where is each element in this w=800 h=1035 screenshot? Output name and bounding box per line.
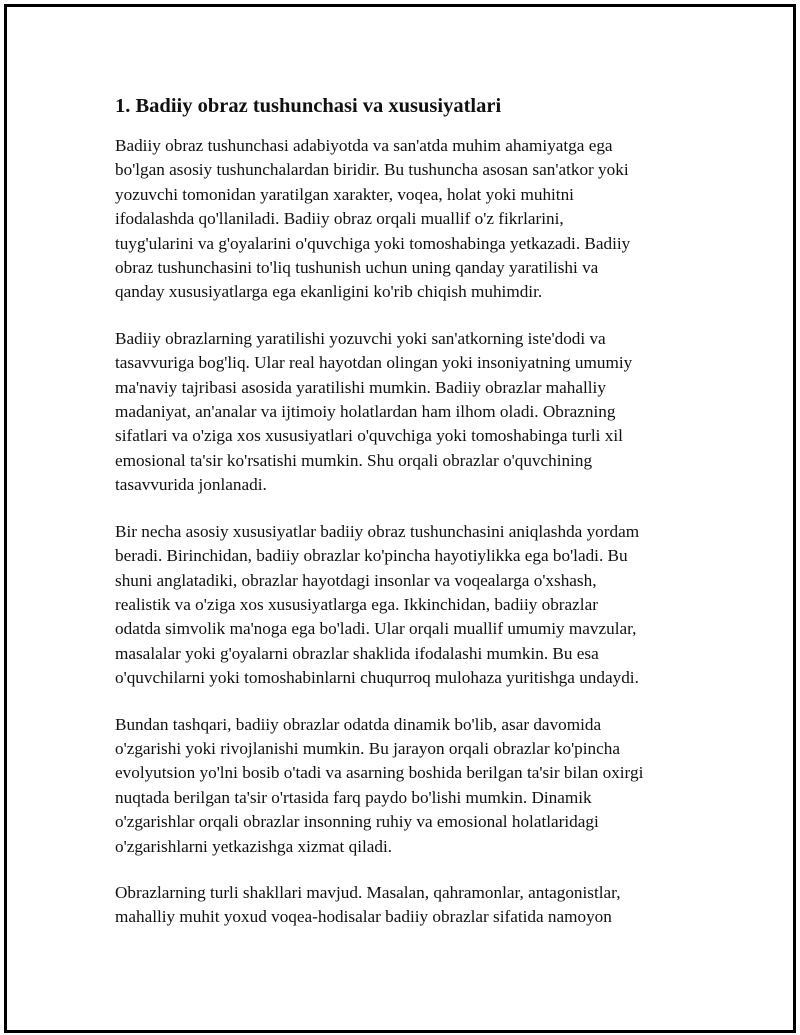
text-line: emosional ta'sir ko'rsatishi mumkin. Shu orqali obrazlar o'quvchining: [115, 450, 593, 470]
text-line: ifodalashda qo'llaniladi. Badiiy obraz orqali muallif o'z fikrlarini,: [115, 209, 564, 229]
text-line: sifatlari va o'ziga xos xususiyatlari o'quvchiga yoki tomoshabinga turli xil: [115, 426, 623, 446]
text-line: yozuvchi tomonidan yaratilgan xarakter, voqea, holat yoki muhitni: [115, 184, 574, 204]
paragraph-1: [115, 134, 695, 305]
text-line: evolyutsion yo'lni bosib o'tadi va asarning boshida berilgan ta'sir bilan oxirgi: [115, 763, 644, 783]
text-line: realistik va o'ziga xos xususiyatlarga ega. Ikkinchidan, badiiy obrazlar: [115, 594, 598, 614]
text-line: mahalliy muhit yoxud voqea-hodisalar badiiy obrazlar sifatida namoyon: [115, 907, 612, 927]
text-line: nuqtada berilgan ta'sir o'rtasida farq paydo bo'lishi mumkin. Dinamik: [115, 787, 592, 807]
text-line: Badiiy obrazlarning yaratilishi yozuvchi yoki san'atkorning iste'dodi va: [115, 328, 606, 348]
text-line: odatda simvolik ma'noga ega bo'ladi. Ular orqali muallif umumiy mavzular,: [115, 619, 637, 639]
text-line: qanday xususiyatlarga ega ekanligini ko'rib chiqish muhimdir.: [115, 282, 543, 302]
text-line: shuni anglatadiki, obrazlar hayotdagi insonlar va voqealarga o'xshash,: [115, 570, 597, 590]
text-line: bo'lgan asosiy tushunchalardan biridir. Bu tushuncha asosan san'atkor yoki: [115, 160, 629, 180]
text-line: tasavvuriga bog'liq. Ular real hayotdan olingan yoki insoniyatning umumiy: [115, 353, 633, 373]
text-line: o'zgarishi yoki rivojlanishi mumkin. Bu jarayon orqali obrazlar ko'pincha: [115, 738, 620, 758]
text-line: tuyg'ularini va g'oyalarini o'quvchiga yoki tomoshabinga yetkazadi. Badiiy: [115, 233, 631, 253]
text-line: o'zgarishlarni yetkazishga xizmat qiladi.: [115, 836, 393, 856]
paragraph-5: [115, 881, 695, 930]
document-body: [115, 92, 695, 952]
text-line: o'zgarishlar orqali obrazlar insonning ruhiy va emosional holatlaridagi: [115, 812, 599, 832]
paragraph-4: [115, 713, 695, 859]
text-line: masalalar yoki g'oyalarni obrazlar shaklida ifodalashi mumkin. Bu esa: [115, 643, 599, 663]
paragraph-2: [115, 327, 695, 498]
paragraph-3: [115, 520, 695, 691]
text-line: madaniyat, an'analar va ijtimoiy holatlardan ham ilhom oladi. Obrazning: [115, 402, 616, 422]
text-line: o'quvchilarni yoki tomoshabinlarni chuqurroq mulohaza yuritishga undaydi.: [115, 668, 639, 688]
text-line: Bundan tashqari, badiiy obrazlar odatda dinamik bo'lib, asar davomida: [115, 714, 602, 734]
text-line: beradi. Birinchidan, badiiy obrazlar ko'pincha hayotiylikka ega bo'ladi. Bu: [115, 546, 628, 566]
text-line: Badiiy obraz tushunchasi adabiyotda va san'atda muhim ahamiyatga ega: [115, 136, 613, 155]
text-line: obraz tushunchasini to'liq tushunish uchun uning qanday yaratilishi va: [115, 258, 599, 278]
text-line: ma'naviy tajribasi asosida yaratilishi mumkin. Badiiy obrazlar mahalliy: [115, 377, 606, 397]
section-heading: 1. Badiiy obraz tushunchasi va xususiyatlari: [115, 95, 502, 117]
text-line: tasavvurida jonlanadi.: [115, 475, 267, 495]
text-line: Obrazlarning turli shakllari mavjud. Masalan, qahramonlar, antagonistlar,: [115, 882, 621, 902]
text-line: Bir necha asosiy xususiyatlar badiiy obraz tushunchasini aniqlashda yordam: [115, 521, 640, 541]
